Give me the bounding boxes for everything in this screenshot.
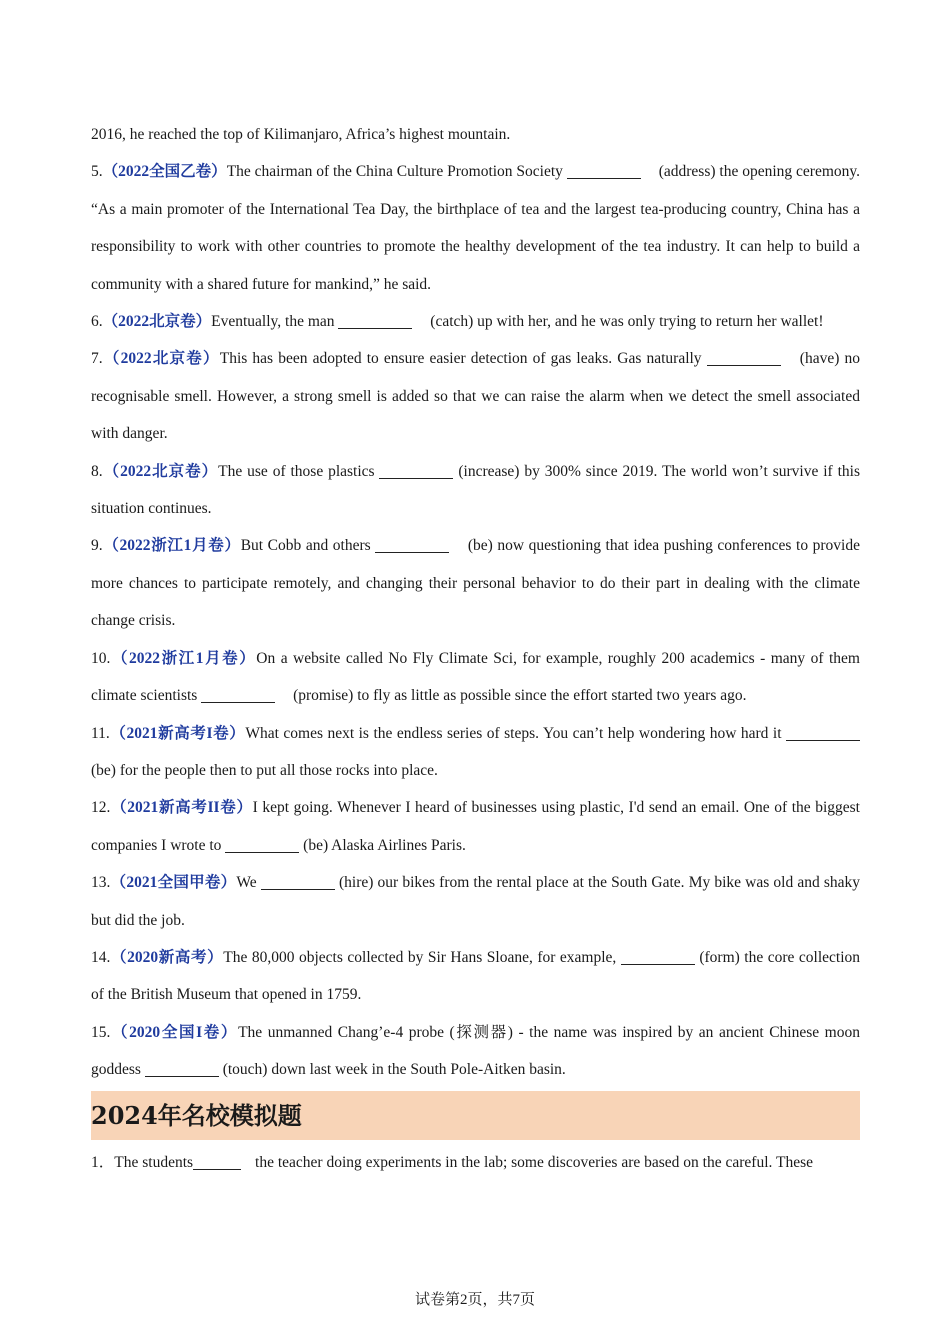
answer-blank[interactable] (375, 537, 449, 554)
question-number: 9. (91, 537, 103, 555)
question-text: Eventually, the man (211, 313, 335, 331)
question-number: 1． (91, 1153, 115, 1171)
answer-blank[interactable] (786, 724, 860, 741)
question-source: （2021新高考I卷） (109, 724, 246, 742)
question-source: （2020全国I卷） (110, 1023, 239, 1041)
question-text-after: (form) the core collection of the British Museum that opened in 1759. (91, 948, 861, 1004)
question-text-after: (be) now questioning that idea pushing conferences to provide more chances to participate remotely, and changing their personal behavior to do their part in dealing with the climate change crisis. (91, 537, 860, 630)
question-text-after: (be) Alaska Airlines Paris. (303, 836, 466, 854)
answer-blank[interactable] (193, 1153, 241, 1170)
answer-blank[interactable] (567, 163, 641, 180)
question-number: 10. (91, 649, 111, 667)
question-text: On a website called No Fly Climate Sci, for example, roughly 200 academics - many of them climate scientists (91, 649, 860, 705)
answer-blank[interactable] (145, 1061, 219, 1078)
question-source: （2022浙江1月卷） (102, 537, 241, 555)
question-text: This has been adopted to ensure easier detection of gas leaks. Gas naturally (219, 350, 702, 368)
question-source: （2022北京卷） (102, 313, 212, 331)
question-text: The use of those plastics (218, 462, 375, 480)
page-content (91, 116, 860, 1181)
intro-line: 2016, he reached the top of Kilimanjaro, Africa’s highest mountain. (91, 126, 511, 143)
question-9 (91, 527, 860, 639)
question-source: （2022北京卷） (102, 350, 220, 368)
answer-blank[interactable] (621, 948, 695, 965)
question-source: （2022浙江1月卷） (110, 649, 257, 667)
question-text: What comes next is the endless series of steps. You can’t help wondering how hard it (245, 724, 782, 742)
question-14 (91, 939, 860, 1014)
question-number: 14. (91, 948, 111, 966)
question-13 (91, 864, 860, 939)
question-text-after: (promise) to fly as little as possible since the effort started two years ago. (293, 687, 747, 705)
question-5 (91, 153, 860, 303)
question-number: 7. (91, 350, 103, 368)
question-source: （2022全国乙卷） (102, 163, 227, 181)
question-7 (91, 340, 860, 452)
answer-blank[interactable] (201, 687, 275, 704)
question-text-after: (touch) down last week in the South Pole-Aitken basin. (222, 1061, 566, 1079)
question-source: （2022北京卷） (102, 462, 219, 480)
answer-blank[interactable] (225, 836, 299, 853)
question-text: The 80,000 objects collected by Sir Hans Sloane, for example, (223, 948, 617, 966)
page-footer: 试卷第2页，共7页 (414, 1292, 535, 1308)
question-text: The chairman of the China Culture Promotion Society (226, 163, 563, 181)
question-text-after: (hire) our bikes from the rental place at the South Gate. My bike was old and shaky but did the job. (91, 874, 861, 929)
question-text-after: (have) no recognisable smell. However, a strong smell is added so that we can raise the alarm when we detect the smell associated with danger. (91, 350, 860, 443)
question-number: 11. (91, 724, 110, 742)
question-text-after: the teacher doing experiments in the lab; some discoveries are based on the careful. These (255, 1153, 813, 1171)
question-text: But Cobb and others (240, 537, 371, 555)
question-text: I kept going. Whenever I heard of businesses using plastic, I'd send an email. One of the biggest companies I wrote to (91, 799, 860, 854)
question-12 (91, 789, 860, 864)
question-source: （2021全国甲卷） (110, 874, 237, 892)
question-15 (91, 1014, 860, 1089)
question-10 (91, 640, 860, 715)
question-text: We (236, 874, 257, 892)
question-text-after: (catch) up with her, and he was only trying to return her wallet! (430, 313, 824, 331)
answer-blank[interactable] (261, 874, 335, 891)
question-number: 6. (91, 313, 103, 331)
question-text: The students (114, 1153, 194, 1171)
question-source: （2021新高考II卷） (110, 799, 253, 817)
question-6 (91, 303, 860, 340)
sim-question-1 (91, 1144, 860, 1181)
answer-blank[interactable] (379, 462, 453, 479)
question-number: 8. (91, 462, 103, 480)
answer-blank[interactable] (707, 350, 781, 367)
answer-blank[interactable] (338, 313, 412, 330)
question-number: 12. (91, 799, 111, 817)
question-number: 5. (91, 163, 103, 181)
question-number: 13. (91, 874, 111, 892)
question-text: The unmanned Chang’e-4 probe (探测器) - the name was inspired by an ancient Chinese moon goddess (91, 1023, 860, 1079)
question-source: （2020新高考） (110, 948, 224, 966)
question-number: 15. (91, 1023, 111, 1041)
question-text-after: (be) for the people then to put all those rocks into place. (91, 761, 438, 779)
question-text-after: (increase) by 300% since 2019. The world won’t survive if this situation continues. (91, 462, 860, 518)
question-text-after: (address) the opening ceremony. “As a main promoter of the International Tea Day, the birthplace of tea and the largest tea-producing country, China has a responsibility to work with other countries to promote the healthy development of the tea industry. It can help to build a community with a shared future for mankind,” he said. (91, 163, 861, 293)
question-11 (91, 715, 860, 790)
section-heading: 2024年名校模拟题 (91, 1091, 860, 1140)
question-8 (91, 453, 860, 528)
